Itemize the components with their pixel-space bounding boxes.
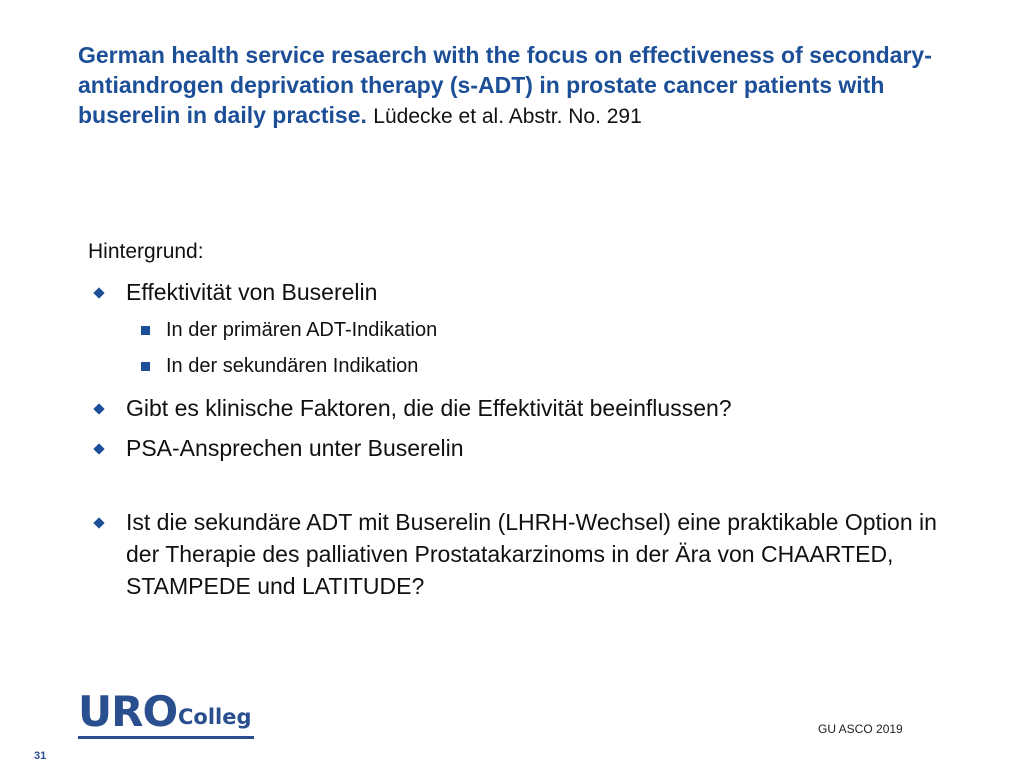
slide-content	[88, 238, 968, 602]
logo-underline	[78, 736, 254, 739]
bullet-text: PSA-Ansprechen unter Buserelin	[126, 435, 464, 461]
diamond-bullet-icon	[93, 287, 104, 298]
section-lead: Hintergrund:	[88, 240, 204, 263]
logo-colleg-text: Colleg	[178, 705, 252, 729]
bullet-text: Effektivität von Buserelin	[126, 279, 378, 305]
bullet-text: Gibt es klinische Faktoren, die die Effektivität beeinflussen?	[126, 395, 732, 421]
bullet-item	[88, 392, 968, 424]
sub-bullet-text: In der sekundären Indikation	[166, 355, 419, 377]
slide-citation: Lüdecke et al. Abstr. No. 291	[373, 105, 642, 128]
diamond-bullet-icon	[93, 443, 104, 454]
page-number: 31	[34, 750, 47, 762]
urocolleg-logo	[78, 688, 258, 742]
diamond-bullet-icon	[93, 517, 104, 528]
bullet-item	[88, 432, 968, 464]
sub-bullet-text: In der primären ADT-Indikation	[166, 319, 438, 341]
slide-title	[78, 40, 958, 132]
footer-event: GU ASCO 2019	[818, 722, 903, 736]
square-bullet-icon	[141, 362, 150, 371]
diamond-bullet-icon	[93, 403, 104, 414]
sub-bullet-item	[88, 352, 968, 380]
bullet-item	[88, 506, 968, 602]
bullet-item	[88, 276, 968, 308]
bullet-text: Ist die sekundäre ADT mit Buserelin (LHRH-Wechsel) eine praktikable Option in der Therapie des palliativen Prostatakarzinoms in der Ära von CHAARTED, STAMPEDE und LATITUDE?	[126, 509, 937, 599]
square-bullet-icon	[141, 326, 150, 335]
logo-uro-text: URO	[78, 687, 178, 736]
slide-title-text: German health service resaerch with the focus on effectiveness of secondary-antiandrogen deprivation therapy (s-ADT) in prostate cancer patients with buserelin in daily practise.	[78, 42, 932, 128]
sub-bullet-item	[88, 316, 968, 344]
